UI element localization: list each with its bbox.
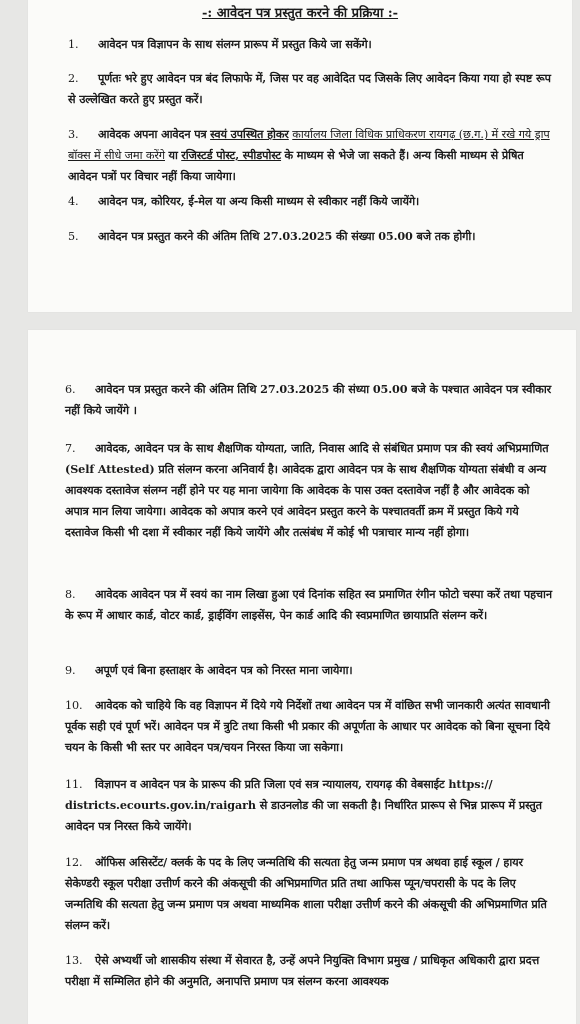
list-item-3 [68,124,552,187]
item-number: 5. [68,230,79,243]
item-text: आवेदन पत्र प्रस्तुत करने की अंतिम तिथि 27.03.2025 की संध्या 05.00 बजे के पश्चात आवेदन पत्र स्वीकार नहीं किये जायेंगे । [65,382,552,417]
item-number: 4. [68,195,79,208]
item-number: 1. [68,38,79,51]
item-number: 6. [65,383,76,396]
item-number: 3. [68,128,79,141]
item-text: ऑफिस असिस्टेंट/ क्लर्क के पद के लिए जन्मतिथि की सत्यता हेतु जन्म प्रमाण पत्र अथवा हाई स्कूल / हायर सेकेण्डरी स्कूल परीक्षा उत्तीर्ण करने की अंकसूची की अभिप्रमाणित प्रति तथा आफिस प्यून/चपरासी के पद के लिए जन्मतिथि की सत्यता हेतु जन्म प्रमाण पत्र अथवा माध्यमिक शाला परीक्षा उत्तीर्ण करने की अंकसूची की अभिप्रमाणित प्रति संलग्न करें। [65,855,547,932]
list-item-6 [65,379,556,421]
list-item-1 [68,34,552,55]
item-text: आवेदन पत्र, कोरियर, ई-मेल या अन्य किसी माध्यम से स्वीकार नहीं किये जायेंगे। [98,194,420,208]
item-number: 8. [65,588,76,601]
item-text: आवेदक, आवेदन पत्र के साथ शैक्षणिक योग्यता, जाति, निवास आदि से संबंधित प्रमाण पत्र की स्वयं अभिप्रमाणित (Self Attested) प्रति संलग्न करना अनिवार्य है। आवेदक द्वारा आवेदन पत्र के साथ शैक्षणिक योग्यता संबंधी व अन्य आवश्यक दस्तावेज संलग्न नहीं होने पर यह माना जायेगा कि आवेदक के पास उक्त दस्तावेज नहीं है और आवेदक को अपात्र मान लिया जायेगा। आवेदक को अपात्र करने एवं आवेदन प्रस्तुत करने के पश्चातवर्ती क्रम में प्रस्तुत किये गये दस्तावेज किसी भी दशा में स्वीकार नहीं किये जायेंगे और तत्संबंध में कोई भी पत्राचार मान्य नहीं होगा। [65,441,549,539]
item-text-underlined: कार्यालय जिला विधिक प्राधिकरण रायगढ़ (छ.ग.) में रखे गये ड्राप बॉक्स में सीधे जमा करेंगे [68,128,550,162]
item-text: आवेदक आवेदन पत्र में स्वयं का नाम लिखा हुआ एवं दिनांक सहित स्व प्रमाणित रंगीन फोटो चस्पा करें तथा पहचान के रूप में आधार कार्ड, वोटर कार्ड, ड्राईविंग लाइसेंस, पेन कार्ड आदि की स्वप्रमाणित छायाप्रति संलग्न करें। [65,587,552,622]
document-page-2 [28,330,576,1024]
item-number: 10. [65,699,83,712]
list-item-9 [65,660,556,681]
list-item-7 [65,438,556,543]
item-text: अपूर्ण एवं बिना हस्ताक्षर के आवेदन पत्र को निरस्त माना जायेगा। [95,663,353,677]
item-text: के माध्यम से भेजे जा सकते हैं। अन्य किसी माध्यम से प्रेषित आवेदन पत्रों पर विचार नहीं किया जायेगा। [68,148,524,183]
item-text: आवेदन पत्र विज्ञापन के साथ संलग्न प्रारूप में प्रस्तुत किये जा सकेंगे। [98,37,372,51]
list-item-11 [65,774,556,837]
list-item-10 [65,695,556,758]
item-text: पूर्णतः भरे हुए आवेदन पत्र बंद लिफाफे में, जिस पर वह आवेदित पद जिसके लिए आवेदन किया गया हो स्पष्ट रूप से उल्लेखित करते हुए प्रस्तुत करें। [68,71,551,106]
item-text-underlined: रजिस्टर्ड पोस्ट, स्पीडपोस्ट [181,148,282,162]
list-item-12 [65,852,556,936]
list-item-2 [68,68,552,110]
list-item-5 [68,226,552,247]
list-item-13 [65,950,556,992]
item-text: आवेदक को चाहिये कि वह विज्ञापन में दिये गये निर्देशों तथा आवेदन पत्र में वांछित सभी जानकारी अत्यंत सावधानी पूर्वक सही एवं पूर्ण भरें। आवेदन पत्र में त्रुटि तथा किसी भी प्रकार की अपूर्णता के आधार पर आवेदक को बिना सूचना दिये चयन के किसी भी स्तर पर आवेदन पत्र/चयन निरस्त किया जा सकेगा। [65,698,550,754]
item-text-underlined: स्वयं उपस्थित होकर [210,127,289,141]
item-text: या [168,148,178,162]
item-number: 7. [65,442,76,455]
list-item-8 [65,584,556,626]
item-text: आवेदक अपना आवेदन पत्र [98,127,207,141]
item-number: 9. [65,664,76,677]
document-page-1 [28,0,572,312]
item-number: 12. [65,856,83,869]
item-text: आवेदन पत्र प्रस्तुत करने की अंतिम तिथि 27.03.2025 की संख्या 05.00 बजे तक होगी। [98,229,476,243]
item-text: ऐसे अभ्यर्थी जो शासकीय संस्था में सेवारत है, उन्हें अपने नियुक्ति विभाग प्रमुख / प्राधिकृत अधिकारी द्वारा प्रदत्त परीक्षा में सम्मिलित होने की अनुमति, अनापत्ति प्रमाण पत्र संलग्न करना आवश्यक [65,953,540,988]
item-number: 11. [65,778,83,791]
page-heading: -: आवेदन पत्र प्रस्तुत करने की प्रक्रिया :- [201,6,399,21]
item-number: 13. [65,954,83,967]
list-item-4 [68,191,552,212]
item-number: 2. [68,72,79,85]
item-text: विज्ञापन व आवेदन पत्र के प्रारूप की प्रति जिला एवं सत्र न्यायालय, रायगढ़ की वेबसाईट https:// districts.ecourts.gov.in/raigarh से डाउनलोड की जा सकती है। निर्धारित प्रारूप से भिन्न प्रारूप में प्रस्तुत आवेदन पत्र निरस्त किये जायेंगे। [65,777,542,833]
